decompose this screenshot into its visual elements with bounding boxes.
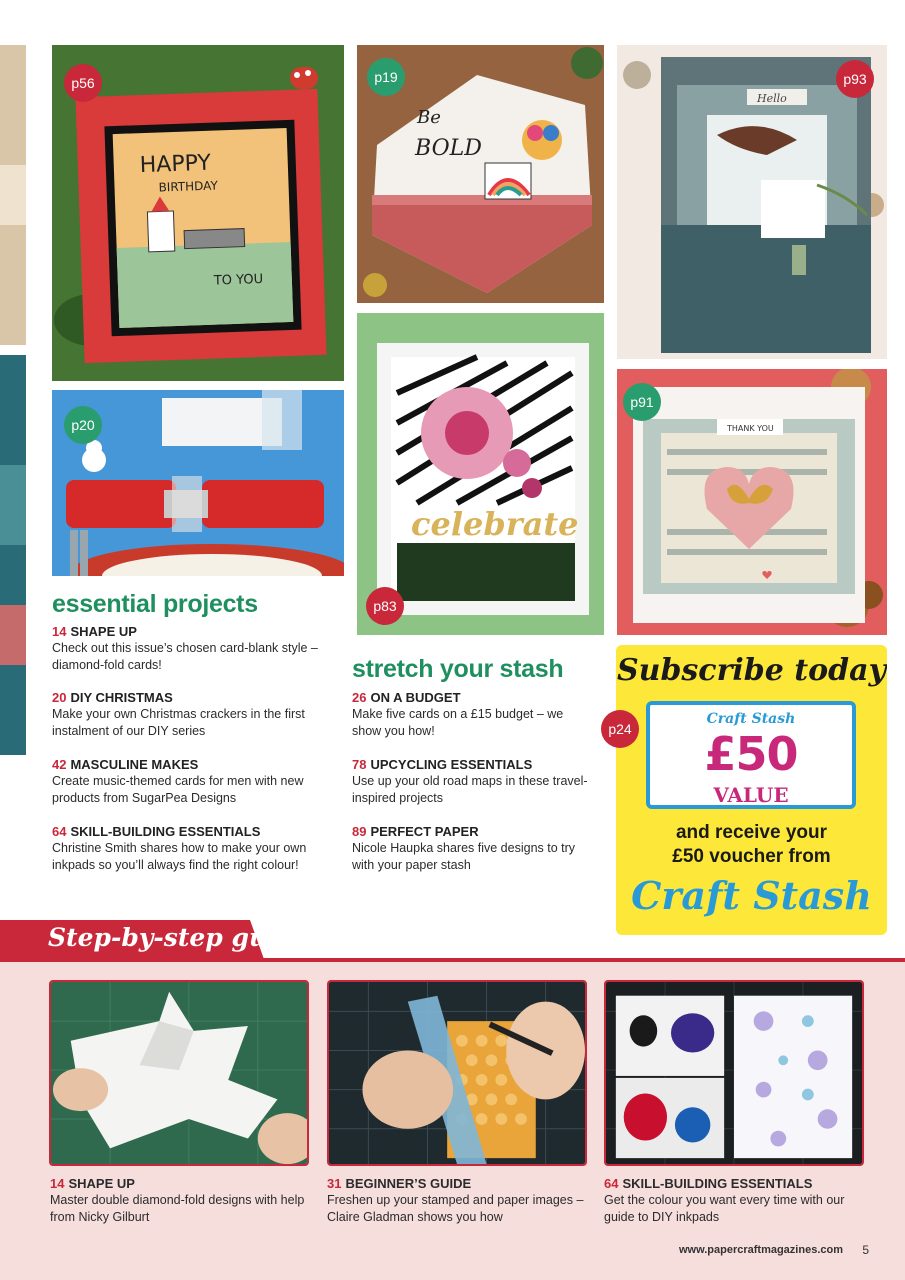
svg-text:Be: Be bbox=[417, 107, 441, 128]
photo-diamond-fold bbox=[49, 980, 309, 1166]
happy-text: HAPPY bbox=[139, 150, 212, 179]
page-badge-p93: p93 bbox=[836, 60, 874, 98]
photo-ruler-craft bbox=[327, 980, 587, 1166]
list-item: 31 BEGINNER’S GUIDE Freshen up your stamped and paper images – Claire Gladman shows you how bbox=[327, 1176, 584, 1224]
svg-text:BOLD: BOLD bbox=[415, 136, 482, 161]
photo-celebrate-card bbox=[357, 313, 604, 635]
stretch-your-stash-title: stretch your stash bbox=[352, 655, 564, 683]
essential-projects-title: essential projects bbox=[52, 590, 258, 618]
list-item: 20 DIY CHRISTMAS Make your own Christmas crackers in the first instalment of our DIY series bbox=[52, 690, 305, 738]
page-badge-p91: p91 bbox=[623, 383, 661, 421]
photo-diy-inkpads bbox=[604, 980, 864, 1166]
left-edge-photo bbox=[0, 45, 26, 755]
voucher-amount: £50 bbox=[704, 727, 798, 781]
page-badge-p56: p56 bbox=[64, 64, 102, 102]
list-item: 64 SKILL-BUILDING ESSENTIALS Christine Smith shares how to make your own inkpads so you’ll always find the right colour! bbox=[52, 824, 307, 872]
voucher-ticket bbox=[646, 701, 856, 809]
page-badge-p83: p83 bbox=[366, 587, 404, 625]
list-item: 78 UPCYCLING ESSENTIALS Use up your old road maps in these travel-inspired projects bbox=[352, 757, 588, 805]
list-item: 89 PERFECT PAPER Nicole Haupka shares five designs to try with your paper stash bbox=[352, 824, 576, 872]
subscribe-advert[interactable] bbox=[616, 645, 887, 935]
list-item: 14 SHAPE UP Check out this issue’s chosen card-blank style – diamond-fold cards! bbox=[52, 624, 318, 672]
page-number: 5 bbox=[862, 1243, 869, 1257]
craft-stash-logo: Craft Stash bbox=[631, 873, 872, 918]
list-item: 64 SKILL-BUILDING ESSENTIALS Get the colour you want every time with our guide to DIY inkpads bbox=[604, 1176, 845, 1224]
step-by-step-title: Step-by-step guides bbox=[48, 923, 325, 952]
svg-text:BIRTHDAY: BIRTHDAY bbox=[158, 178, 219, 195]
list-item: 26 ON A BUDGET Make five cards on a £15 budget – we show you how! bbox=[352, 690, 564, 738]
voucher-value-label: VALUE bbox=[713, 783, 789, 807]
page-badge-p24: p24 bbox=[601, 710, 639, 748]
svg-text:Hello: Hello bbox=[757, 92, 787, 105]
page-badge-p20: p20 bbox=[64, 406, 102, 444]
footer-url[interactable]: www.papercraftmagazines.com bbox=[678, 1244, 843, 1256]
subscribe-title: Subscribe today bbox=[616, 653, 887, 688]
page-badge-p19: p19 bbox=[367, 58, 405, 96]
list-item: 42 MASCULINE MAKES Create music-themed cards for men with new products from SugarPea Designs bbox=[52, 757, 304, 805]
ticket-brand-logo: Craft Stash bbox=[706, 711, 796, 727]
svg-text:TO YOU: TO YOU bbox=[213, 271, 264, 289]
list-item: 14 SHAPE UP Master double diamond-fold designs with help from Nicky Gilburt bbox=[50, 1176, 305, 1224]
svg-text:celebrate: celebrate bbox=[411, 505, 579, 543]
subscribe-offer-text: and receive your £50 voucher from bbox=[672, 822, 831, 867]
svg-text:THANK YOU: THANK YOU bbox=[727, 424, 774, 433]
